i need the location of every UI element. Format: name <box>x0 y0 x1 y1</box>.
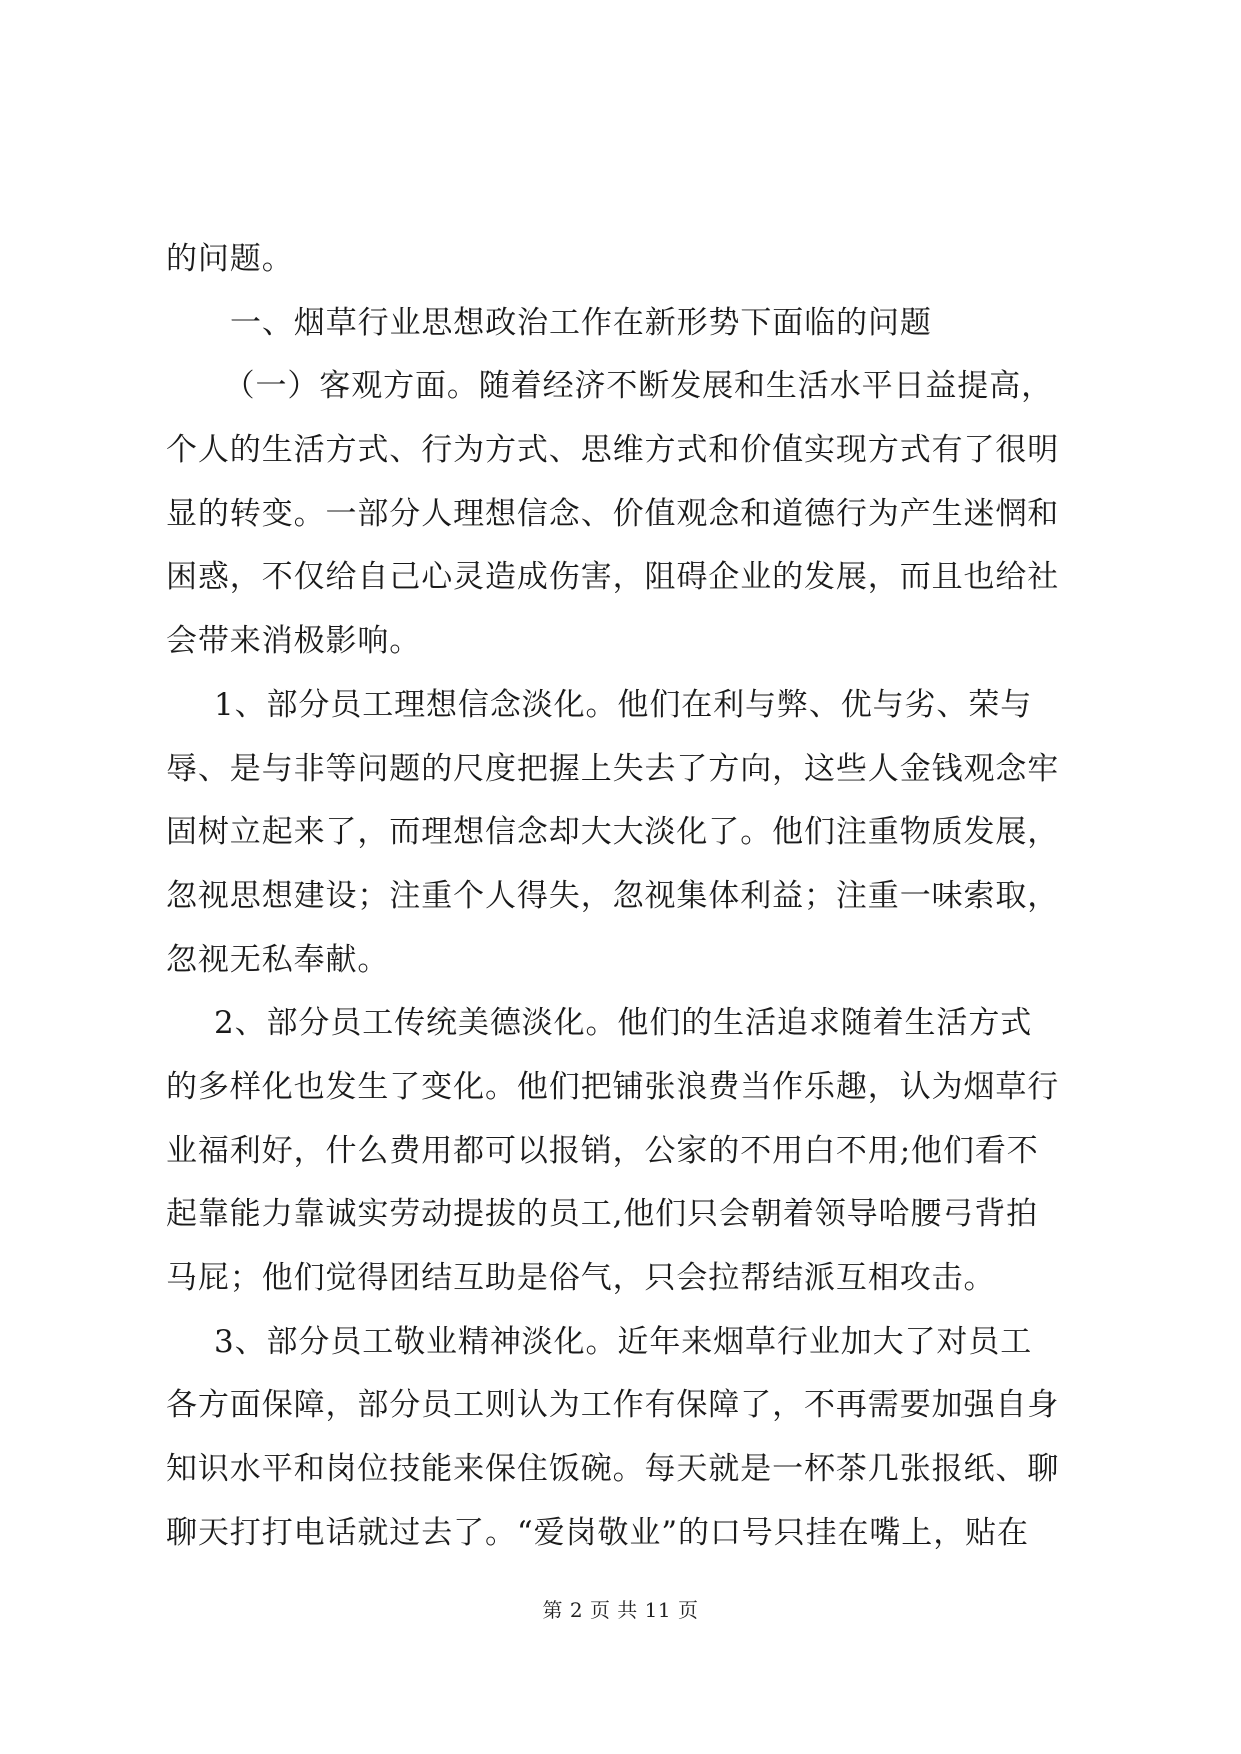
text-line: 固树立起来了，而理想信念却大大淡化了。他们注重物质发展， <box>166 814 1060 851</box>
text-line: 聊天打打电话就过去了。“爱岗敬业”的口号只挂在嘴上，贴在 <box>166 1514 1029 1551</box>
text-line: 1、部分员工理想信念淡化。他们在利与弊、优与劣、荣与 <box>214 686 1033 723</box>
text-line: 各方面保障，部分员工则认为工作有保障了，不再需要加强自身 <box>166 1387 1060 1424</box>
text-line: 起靠能力靠诚实劳动提拔的员工,他们只会朝着领导哈腰弓背拍 <box>166 1196 1039 1233</box>
text-line: 2、部分员工传统美德淡化。他们的生活追求随着生活方式 <box>214 1005 1033 1042</box>
text-line: 一、烟草行业思想政治工作在新形势下面临的问题 <box>230 304 932 341</box>
text-line: 个人的生活方式、行为方式、思维方式和价值实现方式有了很明 <box>166 432 1060 469</box>
text-line: 的问题。 <box>166 241 294 277</box>
text-line: 显的转变。一部分人理想信念、价值观念和道德行为产生迷惘和 <box>166 495 1060 532</box>
text-line: （一）客观方面。随着经济不断发展和生活水平日益提高， <box>223 368 1053 405</box>
text-line: 马屁；他们觉得团结互助是俗气，只会拉帮结派互相攻击。 <box>166 1260 996 1296</box>
text-line: 业福利好，什么费用都可以报销，公家的不用白不用;他们看不 <box>166 1132 1039 1169</box>
text-line: 忽视无私奉献。 <box>166 941 390 978</box>
text-line: 知识水平和岗位技能来保住饭碗。每天就是一杯茶几张报纸、聊 <box>166 1451 1060 1488</box>
text-line: 的多样化也发生了变化。他们把铺张浪费当作乐趣，认为烟草行 <box>166 1068 1060 1105</box>
text-line: 辱、是与非等问题的尺度把握上失去了方向，这些人金钱观念牢 <box>166 750 1060 787</box>
text-line: 忽视思想建设；注重个人得失，忽视集体利益；注重一味索取， <box>166 877 1060 914</box>
text-line: 困惑，不仅给自己心灵造成伤害，阻碍企业的发展，而且也给社 <box>166 559 1060 596</box>
text-line: 3、部分员工敬业精神淡化。近年来烟草行业加大了对员工 <box>214 1323 1033 1360</box>
page-footer: 第 2 页 共 11 页 <box>542 1598 699 1622</box>
document-body <box>166 228 1096 1565</box>
text-line: 会带来消极影响。 <box>166 623 422 660</box>
